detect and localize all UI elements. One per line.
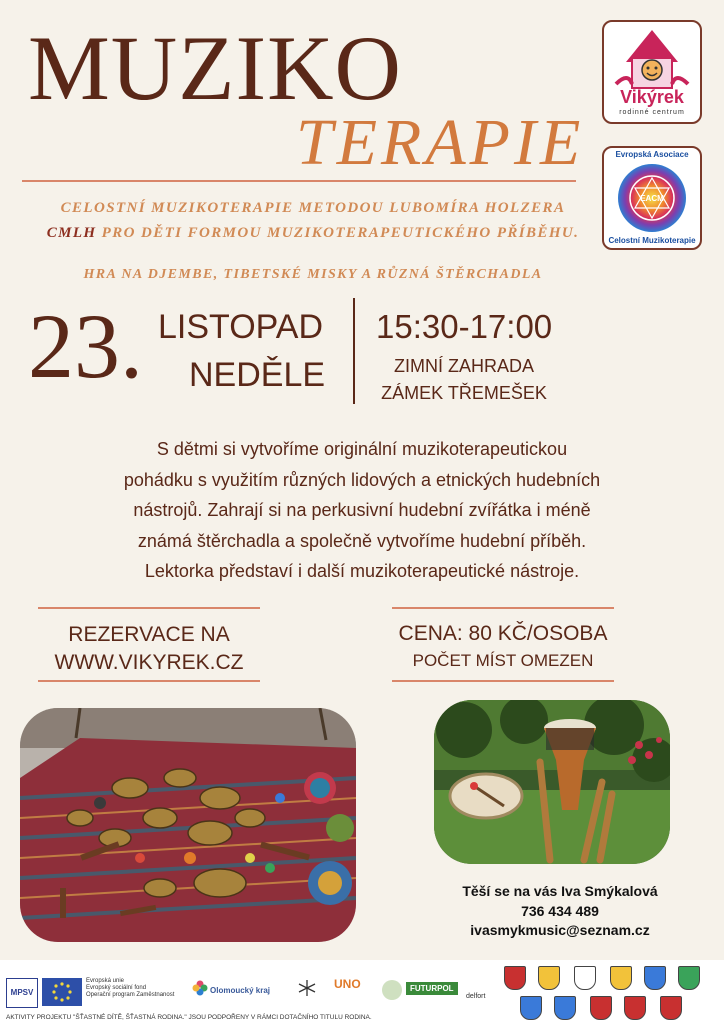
event-day: 23. [28,295,143,397]
contact-email[interactable]: ivasmykmusic@seznam.cz [470,922,650,938]
photo-djembe [434,700,670,864]
subtitle-line3: HRA NA DJEMBE, TIBETSKÉ MISKY A RŮZNÁ ŠTĚRCHADLA [83,267,543,282]
futurpol-logo: FUTURPOL [406,982,458,995]
reservation-url[interactable]: WWW.VIKYREK.CZ [54,651,244,674]
price-label: CENA: 80 KČ/OSOBA [398,622,608,645]
description-line: známá štěrchadla a společně vytvoříme hudební příběh. [137,530,587,551]
eu-flag-icon [42,978,82,1006]
description-line: nástrojů. Zahrají si na perkusivní hudební zvířátka i méně [133,500,591,520]
vikyrek-name: Vikýrek [620,87,684,107]
uno-logo: UNO [334,977,361,991]
subtitle-line2 [22,221,604,246]
olomoucky-flower-icon [192,980,208,996]
olomoucky-text: Olomoucký kraj [210,986,271,995]
subtitle-line2-rest: PRO DĚTI FORMOU MUZIKOTERAPEUTICKÉHO PŘÍBĚHU. [96,225,580,241]
house-icon [604,22,700,122]
eu-text: Evropská unie Evropský sociální fond Operační program Zaměstnanost [86,978,175,998]
event-weekday: NEDĚLE [189,356,326,394]
contact-block [440,882,680,941]
crest-icon [660,996,682,1020]
event-place2: ZÁMEK TŘEMEŠEK [381,383,547,403]
reservation-rule-top [38,607,260,609]
crest-icon [574,966,596,990]
crest-icon [624,996,646,1020]
crest-icon [538,966,560,990]
price-block [376,621,630,675]
delfort-logo: delfort [466,993,486,1000]
event-place1: ZIMNÍ ZAHRADA [393,356,534,376]
eacm-line1: Evropská Asociace [615,150,689,159]
description-line: S dětmi si vytvoříme originální muzikoterapeutickou [156,439,568,459]
crest-icon [554,996,576,1020]
description-line: pohádku s využitím různých lidových a etnických hudebních [123,469,601,490]
capacity-label: POČET MÍST OMEZEN [412,651,594,670]
crest-icon [644,966,666,990]
mpsv-logo: MPSV [6,978,38,1008]
snowflake-icon [296,978,318,998]
eacm-logo [602,146,702,250]
description-line: Lektorka představí i další muzikoterapeutické nástroje. [144,561,580,581]
reservation-block [30,621,268,677]
reservation-label: REZERVACE NA [68,623,230,646]
subtitle [22,196,604,246]
footer [0,960,724,1024]
vikyrek-tagline: rodinné centrum [619,109,685,116]
eacm-line2: Celostní Muzikoterapie [608,236,696,245]
crest-icon [610,966,632,990]
subtitle-cmlh: CMLH [46,225,97,241]
leaf-icon [382,980,402,1000]
crest-icon [590,996,612,1020]
contact-greeting: Těší se na vás Iva Smýkalová [462,883,658,899]
eacm-abbr: EACM [640,194,664,203]
crest-icon [504,966,526,990]
photo-instruments [20,708,356,942]
price-rule-top [392,607,614,609]
event-time: 15:30-17:00 [376,308,553,345]
title-terapie: TERAPIE [296,106,585,179]
crest-icon [678,966,700,990]
event-month: LISTOPAD [158,308,324,346]
crest-icon [520,996,542,1020]
price-rule-bottom [392,680,614,682]
subtitle-line1: CELOSTNÍ MUZIKOTERAPIE METODOU LUBOMÍRA HOLZERA [60,200,566,216]
reservation-rule-bottom [38,680,260,682]
contact-phone[interactable]: 736 434 489 [521,902,599,919]
date-divider [353,298,355,404]
description [70,434,654,587]
title-muziko: MUZIKO [28,17,402,119]
title-divider [22,180,576,182]
vikyrek-logo [602,20,702,124]
footer-text: AKTIVITY PROJEKTU "ŠŤASTNÉ DÍTĚ, ŠŤASTNÁ RODINA." JSOU PODPOŘENY V RÁMCI DOTAČNÍHO TITULU RODINA. [6,1014,372,1021]
